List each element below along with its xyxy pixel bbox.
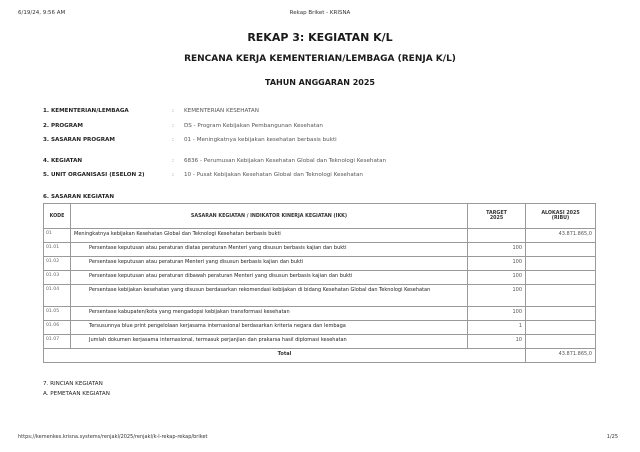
row-desc: Tersusunnya blue print pengelolaan kerjasama internasional berdasarkan kriteria negara dan lembaga [71,321,468,335]
row-code: 01.01 [44,243,71,257]
table-row [44,257,596,271]
total-value: 43.871.865,0 [526,349,596,363]
table-total-row [44,349,596,363]
table-row [44,335,596,349]
header-target-line2: 2025 [489,216,504,221]
row-target: 100 [468,307,526,321]
header-alokasi-line1: ALOKASI 2025 [541,211,580,216]
row-desc: Jumlah dokumen kerjasama internasional, termasuk perjanjian dan prakarsa hasil diplomasi kesehatan [71,335,468,349]
table-header-row [44,204,596,229]
row-target: 100 [468,243,526,257]
info-colon: : [172,137,174,143]
sasaran-kegiatan-table [43,203,596,363]
report-subtitle: RENCANA KERJA KEMENTERIAN/LEMBAGA (RENJA K/L) [184,54,456,64]
header-sasaran: SASARAN KEGIATAN / INDIKATOR KINERJA KEGIATAN (IKK) [71,204,468,229]
row-desc: Persentase kabupaten/kota yang mengadopsi kebijakan transformasi kesehatan [71,307,468,321]
row-desc: Persentase kebijakan kesehatan yang disusun berdasarkan rekomendasi kebijakan di bidang Kesehatan Global dan Teknologi Kesehatan [71,285,468,307]
row-target: 100 [468,285,526,307]
info-value: 10 - Pusat Kebijakan Kesehatan Global dan Teknologi Kesehatan [184,172,363,178]
row-alokasi [526,285,596,307]
section-pemetaan-kegiatan: A. PEMETAAN KEGIATAN [43,391,110,397]
row-alokasi [526,243,596,257]
section-sasaran-kegiatan: 6. SASARAN KEGIATAN [43,194,115,200]
info-label: 2. PROGRAM [43,123,83,129]
info-colon: : [172,172,174,178]
info-colon: : [172,123,174,129]
info-value: KEMENTERIAN KESEHATAN [184,108,259,114]
total-label: Total [44,349,526,363]
info-label: 5. UNIT ORGANISASI (ESELON 2) [43,172,145,178]
info-label: 3. SASARAN PROGRAM [43,137,115,143]
row-code: 01 [44,229,71,243]
row-desc: Persentase keputusan atau peraturan dibawah peraturan Menteri yang disusun berbasis kajian dan bukti [71,271,468,285]
report-title: REKAP 3: KEGIATAN K/L [247,31,393,44]
info-label: 1. KEMENTERIAN/LEMBAGA [43,108,129,114]
row-target: 100 [468,257,526,271]
row-desc: Persentase keputusan atau peraturan diatas peraturan Menteri yang disusun berbasis kajian dan bukti [71,243,468,257]
row-desc: Persentase keputusan atau peraturan Menteri yang disusun berbasis kajian dan bukti [71,257,468,271]
row-target: 100 [468,271,526,285]
section-rincian-kegiatan: 7. RINCIAN KEGIATAN [43,381,103,387]
table-row [44,285,596,307]
header-target-line1: TARGET [486,211,507,216]
row-code: 01.05 [44,307,71,321]
info-row-sasaran-program [0,137,640,147]
info-value: 6836 - Perumusan Kebijakan Kesehatan Global dan Teknologi Kesehatan [184,158,387,164]
row-alokasi [526,271,596,285]
table-row [44,271,596,285]
row-desc: Meningkatnya kebijakan Kesehatan Global dan Teknologi Kesehatan berbasis bukti [71,229,468,243]
info-colon: : [172,158,174,164]
print-page-title: Rekap Briket - KRISNA [289,10,351,16]
info-row-kl [0,108,640,118]
row-alokasi [526,335,596,349]
header-alokasi [526,204,596,229]
row-alokasi [526,321,596,335]
table-row [44,229,596,243]
print-datetime: 6/19/24, 9:56 AM [18,10,66,16]
table-row [44,307,596,321]
info-row-program [0,123,640,133]
info-value: 01 - Meningkatnya kebijakan kesehatan berbasis bukti [184,137,337,143]
table-row [44,321,596,335]
info-row-unit-organisasi [0,172,640,182]
row-code: 01.04 [44,285,71,307]
row-code: 01.07 [44,335,71,349]
row-code: 01.03 [44,271,71,285]
row-alokasi [526,307,596,321]
info-colon: : [172,108,174,114]
info-value: DS - Program Kebijakan Pembangunan Kesehatan [184,123,323,129]
print-url: https://kemenkes.krisna.systems/renjakl/2025/renjakl/k-l-rekap-rekap/briket [18,434,208,440]
row-code: 01.06 [44,321,71,335]
row-target [468,229,526,243]
header-kode: KODE [44,204,71,229]
row-target: 10 [468,335,526,349]
info-row-kegiatan [0,158,640,168]
report-year: TAHUN ANGGARAN 2025 [264,78,375,87]
info-label: 4. KEGIATAN [43,158,83,164]
header-alokasi-line2: (RIBU) [551,216,570,221]
row-alokasi: 43.871.865,0 [526,229,596,243]
print-page-number: 1/25 [606,434,618,440]
row-code: 01.02 [44,257,71,271]
table-row [44,243,596,257]
header-target [468,204,526,229]
row-target: 1 [468,321,526,335]
row-alokasi [526,257,596,271]
